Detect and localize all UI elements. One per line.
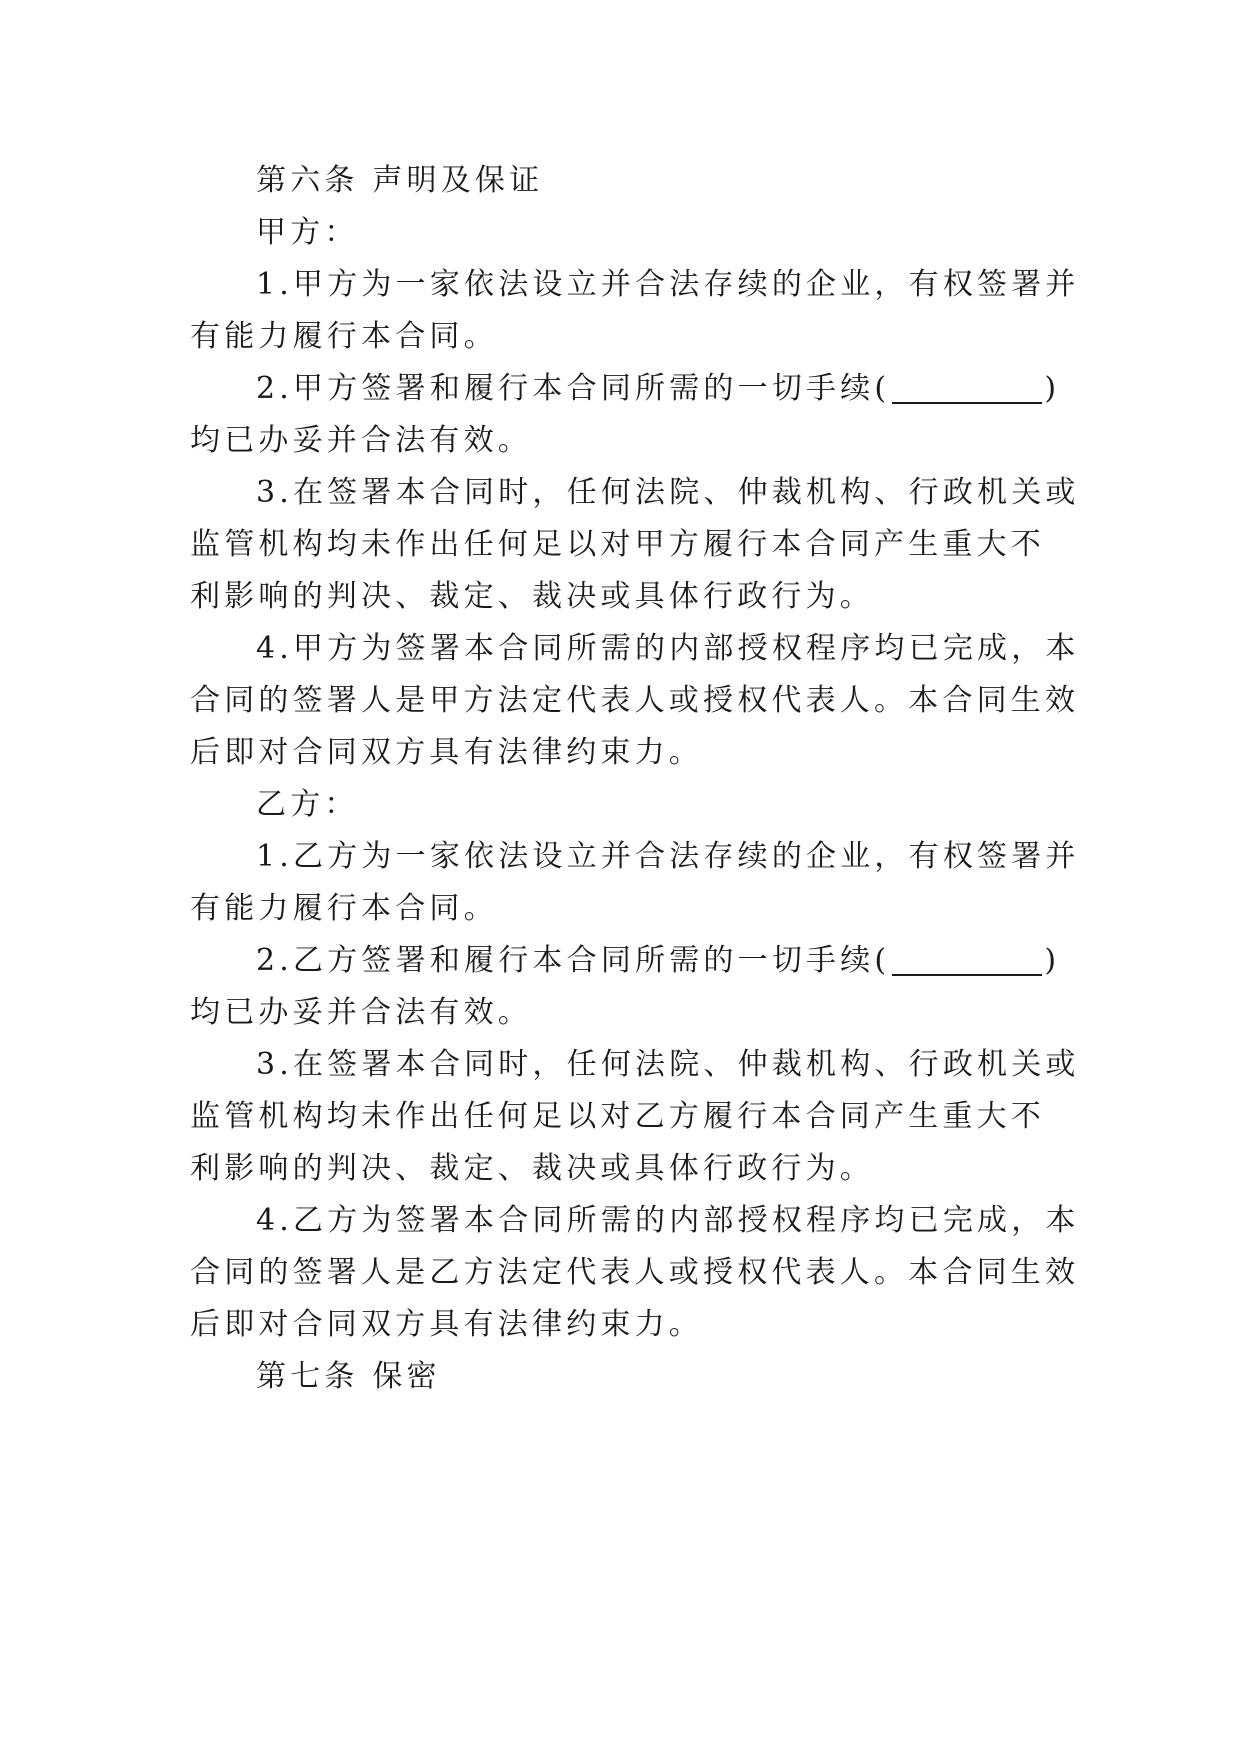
clause-line: 1.甲方为一家依法设立并合法存续的企业，有权签署并 xyxy=(256,267,1080,302)
article-6-heading: 第六条 声明及保证 xyxy=(256,163,544,198)
party-a-clause-1 xyxy=(190,259,1080,363)
clause-line xyxy=(190,935,1061,987)
party-b-clause-4 xyxy=(190,1195,1080,1351)
party-b-clause-3 xyxy=(190,1039,1080,1195)
clause-text: 2.乙方签署和履行本合同所需的一切手续( xyxy=(256,943,891,978)
clause-line: 后即对合同双方具有法律约束力。 xyxy=(190,735,703,770)
party-b-label: 乙方： xyxy=(256,787,359,822)
clause-line: 监管机构均未作出任何足以对甲方履行本合同产生重大不 xyxy=(190,527,1045,562)
party-a-clause-3 xyxy=(190,467,1080,623)
party-b-clause-1 xyxy=(190,831,1080,935)
clause-line: 3.在签署本合同时，任何法院、仲裁机构、行政机关或 xyxy=(256,475,1080,510)
party-b-clause-2 xyxy=(190,935,1061,1039)
clause-line: 4.甲方为签署本合同所需的内部授权程序均已完成，本 xyxy=(256,631,1080,666)
clause-line: 均已办妥并合法有效。 xyxy=(190,423,532,458)
clause-line: 后即对合同双方具有法律约束力。 xyxy=(190,1307,703,1342)
party-a-clause-2 xyxy=(190,363,1061,467)
clause-line: 均已办妥并合法有效。 xyxy=(190,995,532,1030)
clause-line: 有能力履行本合同。 xyxy=(190,319,498,354)
clause-text: ) xyxy=(1044,371,1061,406)
clause-line: 利影响的判决、裁定、裁决或具体行政行为。 xyxy=(190,1151,874,1186)
clause-line: 1.乙方为一家依法设立并合法存续的企业，有权签署并 xyxy=(256,839,1080,874)
clause-line: 合同的签署人是乙方法定代表人或授权代表人。本合同生效 xyxy=(190,1255,1080,1290)
fill-in-blank xyxy=(892,944,1042,976)
party-a-label: 甲方： xyxy=(256,215,359,250)
clause-line: 监管机构均未作出任何足以对乙方履行本合同产生重大不 xyxy=(190,1099,1045,1134)
party-a-clause-4 xyxy=(190,623,1080,779)
clause-text: ) xyxy=(1044,943,1061,978)
fill-in-blank xyxy=(892,372,1042,404)
clause-line: 4.乙方为签署本合同所需的内部授权程序均已完成，本 xyxy=(256,1203,1080,1238)
clause-line xyxy=(190,363,1061,415)
clause-text: 2.甲方签署和履行本合同所需的一切手续( xyxy=(256,371,891,406)
article-7-heading: 第七条 保密 xyxy=(256,1359,441,1394)
clause-line: 3.在签署本合同时，任何法院、仲裁机构、行政机关或 xyxy=(256,1047,1080,1082)
document-body xyxy=(190,155,1080,1403)
clause-line: 利影响的判决、裁定、裁决或具体行政行为。 xyxy=(190,579,874,614)
clause-line: 合同的签署人是甲方法定代表人或授权代表人。本合同生效 xyxy=(190,683,1080,718)
clause-line: 有能力履行本合同。 xyxy=(190,891,498,926)
